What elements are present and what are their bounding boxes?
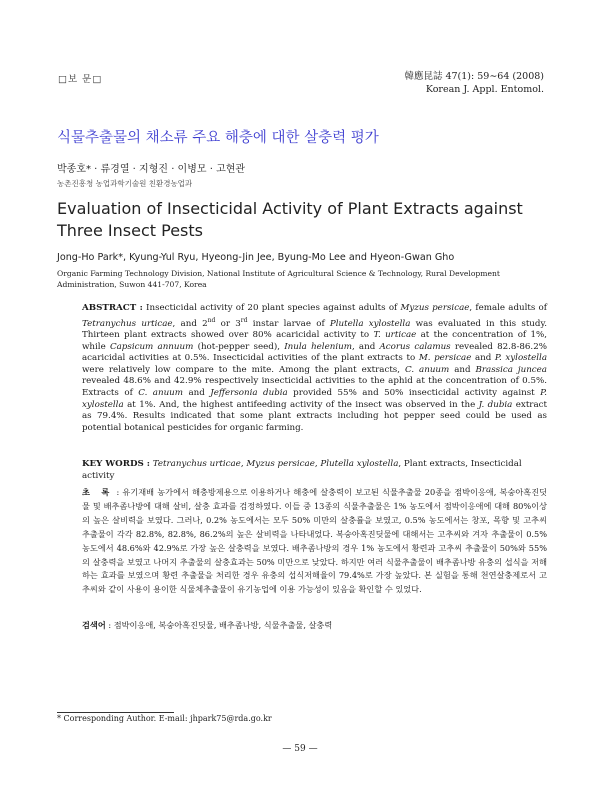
section-label: □보 문□ (58, 74, 103, 85)
journal-korean: 韓應昆誌 47(1): 59∼64 (2008) (404, 71, 544, 82)
korean-authors: 박종호* · 류경열 · 지형진 · 이병모 · 고현관 (57, 164, 246, 175)
korean-keywords-label: 검색어 (82, 620, 106, 630)
abstract: ABSTRACT : Insecticidal activity of 20 plant species against adults of Myzus persicae, female adults of Tetranychus urticae, and 2nd or 3rd instar larvae of Plutella xylostella was evaluated in this study. Thirteen plant extracts showed over 80% acaricidal activity to T. urticae at the concentration of 1%, while Capsicum annuum (hot-pepper seed), Inula helenium, and Acorus calamus revealed 82.8-86.2% acaricidal activities at 0.5%. Insecticidal activities of the plant extracts to M. persicae and P. xylostella were relatively low compare to the mite. Among the plant extracts, C. anuum and Brassica juncea revealed 48.6% and 42.9% respectively insecticidal activities to the aphid at the concentration of 0.5%. Extracts of C. anuum and Jeffersonia dubia provided 55% and 50% insecticidal activity against P. xylostella at 1%. And, the highest antifeeding activity of the insect was observed in the J. dubia extract as 79.4%. Results indicated that some plant extracts including hot pepper seed could be used as potential botanical pesticides for organic farming. (82, 303, 548, 433)
abstract-label: ABSTRACT : (82, 303, 143, 313)
english-affiliation: Organic Farming Technology Division, National Institute of Agricultural Science & Technology, Rural Development Administration, Suwon 441-707, Korea (57, 269, 500, 289)
corresponding-author-footnote: * Corresponding Author. E-mail: jhpark75@rda.go.kr (57, 714, 272, 723)
korean-affiliation: 농촌진흥청 농업과학기술원 친환경농업과 (57, 179, 193, 188)
korean-abstract-label: 초 록 (82, 487, 114, 497)
english-title: Evaluation of Insecticidal Activity of Plant Extracts against Three Insect Pests (57, 199, 523, 240)
page-number: — 59 — (282, 744, 318, 754)
journal-citation (404, 70, 544, 96)
english-authors: Jong-Ho Park*, Kyung-Yul Ryu, Hyeong-Jin Jee, Byung-Mo Lee and Hyeon-Gwan Gho (57, 252, 455, 263)
journal-english: Korean J. Appl. Entomol. (425, 84, 544, 95)
key-words-label: KEY WORDS : (82, 459, 150, 469)
korean-title: 식물추출물의 채소류 주요 해충에 대한 살충력 평가 (57, 130, 379, 146)
key-words: KEY WORDS : Tetranychus urticae, Myzus persicae, Plutella xylostella, Plant extracts, Insecticidal activity (82, 459, 522, 481)
footnote-rule (57, 712, 174, 713)
korean-keywords: 검색어 : 점박이응애, 복숭아혹진딧물, 배추좀나방, 식물추출물, 살충력 (82, 620, 333, 630)
korean-abstract: 초 록 : 유기재배 농가에서 해충방제용으로 이용하거나 해충에 살충력이 보고된 식물추출물 20종을 점박이응애, 복숭아혹진딧물 및 배추좀나방에 대해 살비, 살충 효과를 검정하였다. 이들 중 13종의 식물추출물은 1% 농도에서 점박이응애에 대해 80%이상의 높은 살비력을 보였다. 그러나, 0.2% 농도에서는 모두 50% 미만의 살충률을 보였고, 0.5% 농도에서는 창포, 목향 및 고추씨 추출물이 각각 82.8%, 82.8%, 86.2%의 높은 살비력을 나타내었다. 복숭아혹진딧물에 대해서는 고추씨와 겨자 추출물이 0.5% 농도에서 48.6%와 42.9%로 가장 높은 살충력을 보였다. 배추좀나방의 경우 1% 농도에서 황련과 고추씨 추출물이 50%와 55%의 살충력을 보였고 나머지 추출물의 살충효과는 50% 미만으로 낮았다. 하지만 여러 식물추출물이 배추좀나방 유충의 섭식을 저해하는 효과를 보였으며 황련 추출물을 처리한 경우 유충의 섭식저해율이 79.4%로 가장 높았다. 본 실험을 통해 천연살충제로서 고추씨와 같이 사용이 용이한 식물체추출물이 유기농업에 이용 가능성이 있음을 확인할 수 있었다. (82, 487, 548, 595)
